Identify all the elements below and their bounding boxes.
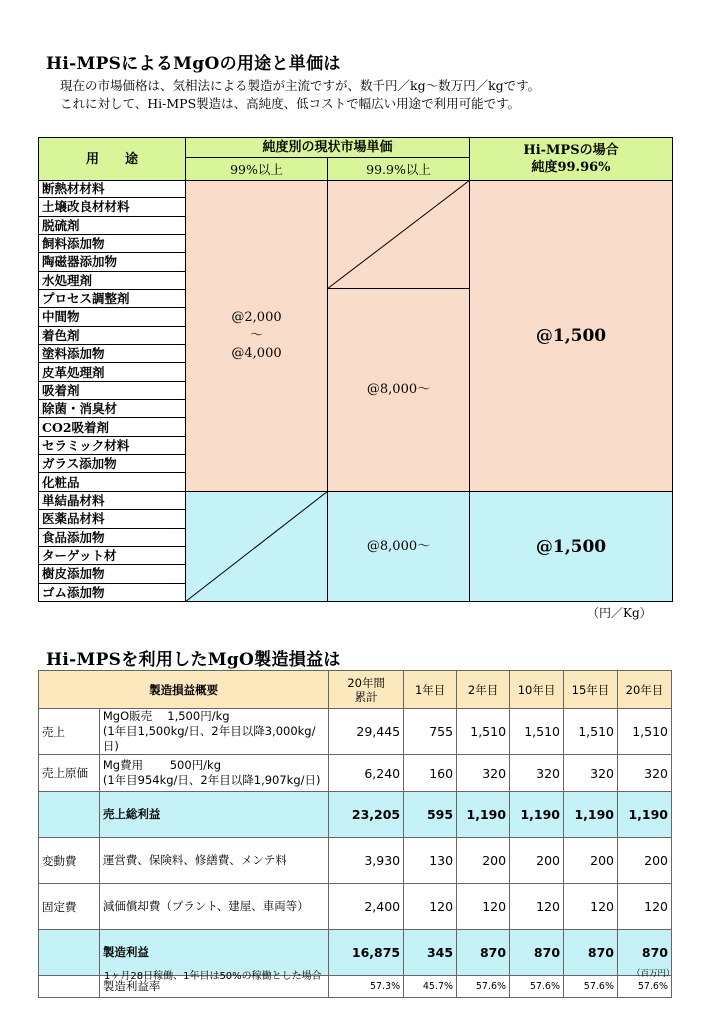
intro-line-2: これに対して、Hi-MPS製造は、高純度、低コストで幅広い用途で利用可能です。 [60,96,521,111]
use-item: 樹皮添加物 [39,565,186,583]
use-item: 脱硫剤 [39,217,186,235]
himps-price-b-label: @1,500 [535,536,607,557]
row-label: 売上原価 [39,755,100,792]
cumulative-value: 57.3% [329,976,404,998]
profit-header-row [39,671,672,709]
year-value: 200 [457,838,510,884]
use-item: 着色剤 [39,327,186,345]
row-description-line1: 製造利益 [102,945,149,959]
row-description [99,755,328,792]
section-title-uses: Hi-MPSによるMgOの用途と単価は [46,54,341,74]
year-value: 755 [404,709,457,755]
price-99-min: @2,000 [231,310,282,325]
price-99-max: @4,000 [231,346,282,361]
year-value: 870 [510,930,564,976]
year-value: 120 [510,884,564,930]
year-value: 320 [457,755,510,792]
header-market [185,137,470,158]
year-value: 57.6% [617,976,671,998]
row-description-line1: 製造利益率 [102,979,161,993]
year-value: 57.6% [510,976,564,998]
row-description [99,792,328,838]
unit-label-2: （百万円） [632,969,675,979]
use-item: ガラス添加物 [39,455,186,473]
year-value: 870 [457,930,510,976]
use-item: 吸着剤 [39,382,186,400]
table-row [39,838,672,884]
use-item: セラミック材料 [39,437,186,455]
use-item: 皮革処理剤 [39,364,186,382]
cumulative-value: 3,930 [329,838,404,884]
header-himps-line2: 純度99.96% [531,160,611,175]
use-item: 陶磁器添加物 [39,253,186,271]
use-item: 水処理剤 [39,272,186,290]
use-item: 化粧品 [39,474,186,492]
price-99-tilde: ～ [249,328,263,343]
year-value: 57.6% [457,976,510,998]
header-year-15: 15年目 [564,671,618,709]
use-item: ゴム添加物 [39,584,186,602]
year-value: 1,190 [457,792,510,838]
header-year-2: 2年目 [457,671,510,709]
row-description [99,838,328,884]
year-value: 200 [617,838,671,884]
use-item: プロセス調整剤 [39,290,186,308]
header-99 [185,157,328,181]
year-value: 120 [404,884,457,930]
header-99-label: 99%以上 [230,161,283,177]
year-value: 1,510 [457,709,510,755]
price-99-empty-cell [185,491,328,602]
year-value: 120 [564,884,618,930]
use-item: 除菌・消臭材 [39,400,186,418]
year-value: 870 [617,930,671,976]
row-description-line1: MgO販売 1,500円/kg [102,709,230,723]
row-description [99,709,328,755]
intro-line-1: 現在の市場価格は、気相法による製造が主流ですが、数千円／kg～数万円／kgです。 [60,78,541,93]
year-value: 1,510 [564,709,618,755]
row-label: 固定費 [39,884,100,930]
year-value: 130 [404,838,457,884]
header-999-label: 99.9%以上 [366,161,431,177]
header-cumulative [329,671,404,709]
row-description-line1: Mg費用 500円/kg [102,758,222,772]
row-description-line1: 売上総利益 [102,807,161,821]
year-value: 57.6% [564,976,618,998]
use-item: CO2吸着剤 [39,419,186,437]
diagonal-line [185,491,328,602]
price-999-b-label: @8,000～ [366,538,431,554]
year-value: 1,510 [617,709,671,755]
year-value: 200 [564,838,618,884]
cumulative-value: 23,205 [329,792,404,838]
himps-price-a-label: @1,500 [535,326,607,346]
himps-price-cell-a [469,180,673,492]
use-list-b [38,491,186,602]
header-cum-line1: 20年間 [347,675,385,690]
cumulative-value: 29,445 [329,709,404,755]
row-label: 変動費 [39,838,100,884]
row-label [39,792,100,838]
unit-label-1: （円／Kg） [587,606,652,620]
year-value: 45.7% [404,976,457,998]
year-value: 320 [564,755,618,792]
use-item: 医薬品材料 [39,510,186,528]
section-title-profit: Hi-MPSを利用したMgO製造損益は [46,650,341,670]
row-description-line1: 減価償却費（プラント、建屋、車両等） [102,899,309,913]
year-value: 120 [457,884,510,930]
header-summary: 製造損益概要 [39,671,329,709]
row-label [39,930,100,976]
price-999-cell-a [327,288,470,492]
header-cum-line2: 累計 [354,689,378,704]
row-description-line2: (1年目1,500kg/日、2年目以降3,000kg/日) [102,724,316,753]
year-value: 320 [510,755,564,792]
table-row [39,709,672,755]
use-item: 飼料添加物 [39,235,186,253]
footnote: 1ヶ月28日稼働、1年目は50%の稼働とした場合 [104,971,322,982]
cumulative-value: 2,400 [329,884,404,930]
year-value: 1,190 [510,792,564,838]
year-value: 870 [564,930,618,976]
uses-price-table [38,137,672,602]
use-item: 食品添加物 [39,529,186,547]
header-year-1: 1年目 [404,671,457,709]
year-value: 160 [404,755,457,792]
table-row [39,792,672,838]
price-99-cell [185,180,328,492]
row-label: 売上 [39,709,100,755]
row-description [99,884,328,930]
cumulative-value: 16,875 [329,930,404,976]
use-item: 断熱材材料 [39,180,186,198]
header-year-20: 20年目 [617,671,671,709]
year-value: 1,510 [510,709,564,755]
year-value: 200 [510,838,564,884]
header-himps-line1: Hi-MPSの場合 [523,143,619,158]
year-value: 120 [617,884,671,930]
row-description-line2: (1年目954kg/日、2年目以降1,907kg/日) [102,773,321,787]
year-value: 1,190 [617,792,671,838]
year-value: 320 [617,755,671,792]
price-999-empty-cell [327,180,470,289]
diagonal-line [327,180,470,289]
himps-price-cell-b [469,491,673,602]
use-item: 土壌改良材材料 [39,198,186,216]
header-market-label: 純度別の現状市場単価 [262,140,393,155]
year-value: 595 [404,792,457,838]
profit-table [38,670,672,998]
header-himps [469,137,673,181]
table-row [39,755,672,792]
year-value: 1,190 [564,792,618,838]
header-year-10: 10年目 [510,671,564,709]
price-999-cell-b [327,491,470,602]
use-item: ターゲット材 [39,547,186,565]
row-description-line1: 運営費、保険料、修繕費、メンテ料 [102,853,287,867]
table-row [39,884,672,930]
use-item: 塗料添加物 [39,345,186,363]
use-list-a [38,180,186,492]
use-item: 単結晶材料 [39,492,186,510]
use-item: 中間物 [39,308,186,326]
cumulative-value: 6,240 [329,755,404,792]
row-label [39,976,100,998]
header-999 [327,157,470,181]
price-999-a-label: @8,000～ [366,382,431,397]
header-use-label: 用 途 [85,151,138,167]
year-value: 345 [404,930,457,976]
header-use [38,137,186,181]
